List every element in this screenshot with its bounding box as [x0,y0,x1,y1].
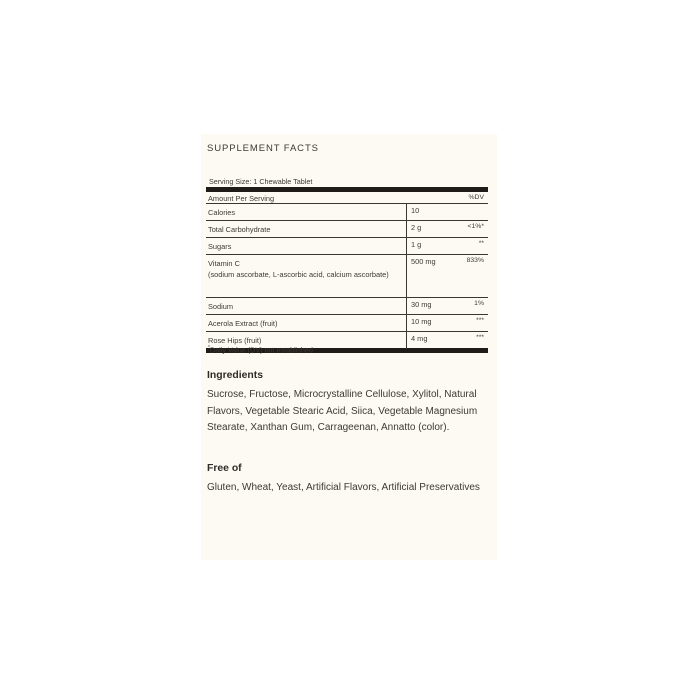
header-amount-per-serving: Amount Per Serving [208,194,275,203]
row-name: Sugars [208,242,232,251]
footnote-marker: * [208,345,210,351]
row-dv: 833% [466,257,484,264]
row-name: Calories [208,208,236,217]
row-amount: 30 mg [411,300,432,309]
nutrition-table [206,187,488,353]
row-name: Sodium [208,302,234,311]
footnote-text: Daily Value (DV) not established [209,345,313,355]
row-amount: 2 g [411,223,422,232]
ingredients-text: Sucrose, Fructose, Microcrystalline Cellulose, Xylitol, Natural Flavors, Vegetable Stearic Acid, Siica, Vegetable Magnesium Stearate, Xanthan Gum, Carrageenan, Annatto (color). [207,389,478,433]
row-name: Total Carbohydrate [208,225,271,234]
row-amount: 10 [411,206,420,215]
table-row [206,255,488,298]
row-name: Acerola Extract (fruit) [208,319,278,328]
table-row [206,238,488,255]
daily-value-footnote [208,345,313,354]
row-name: Vitamin C [208,259,240,268]
row-sub: (sodium ascorbate, L-ascorbic acid, calcium ascorbate) [208,270,389,279]
table-row [206,315,488,332]
row-amount: 500 mg [411,257,436,266]
table-row [206,221,488,238]
panel-title: SUPPLEMENT FACTS [207,143,319,154]
row-amount: 10 mg [411,317,432,326]
row-dv: ** [478,240,484,247]
table-row [206,204,488,221]
row-amount: 1 g [411,240,422,249]
row-dv: 1% [474,300,484,307]
row-dv: <1%* [467,223,484,230]
supplement-facts-panel [201,134,497,560]
row-dv: *** [476,317,484,324]
free-of-heading: Free of [207,463,242,474]
table-row [206,298,488,315]
table-header-row [206,192,488,204]
row-dv: *** [476,334,484,341]
ingredients-heading: Ingredients [207,370,264,381]
header-dv: %DV [468,194,484,201]
free-of-text: Gluten, Wheat, Yeast, Artificial Flavors, Artificial Preservatives [207,482,480,493]
row-amount: 4 mg [411,334,428,343]
serving-size: Serving Size: 1 Chewable Tablet [209,177,313,186]
row-name: Rose Hips (fruit) [208,336,262,345]
